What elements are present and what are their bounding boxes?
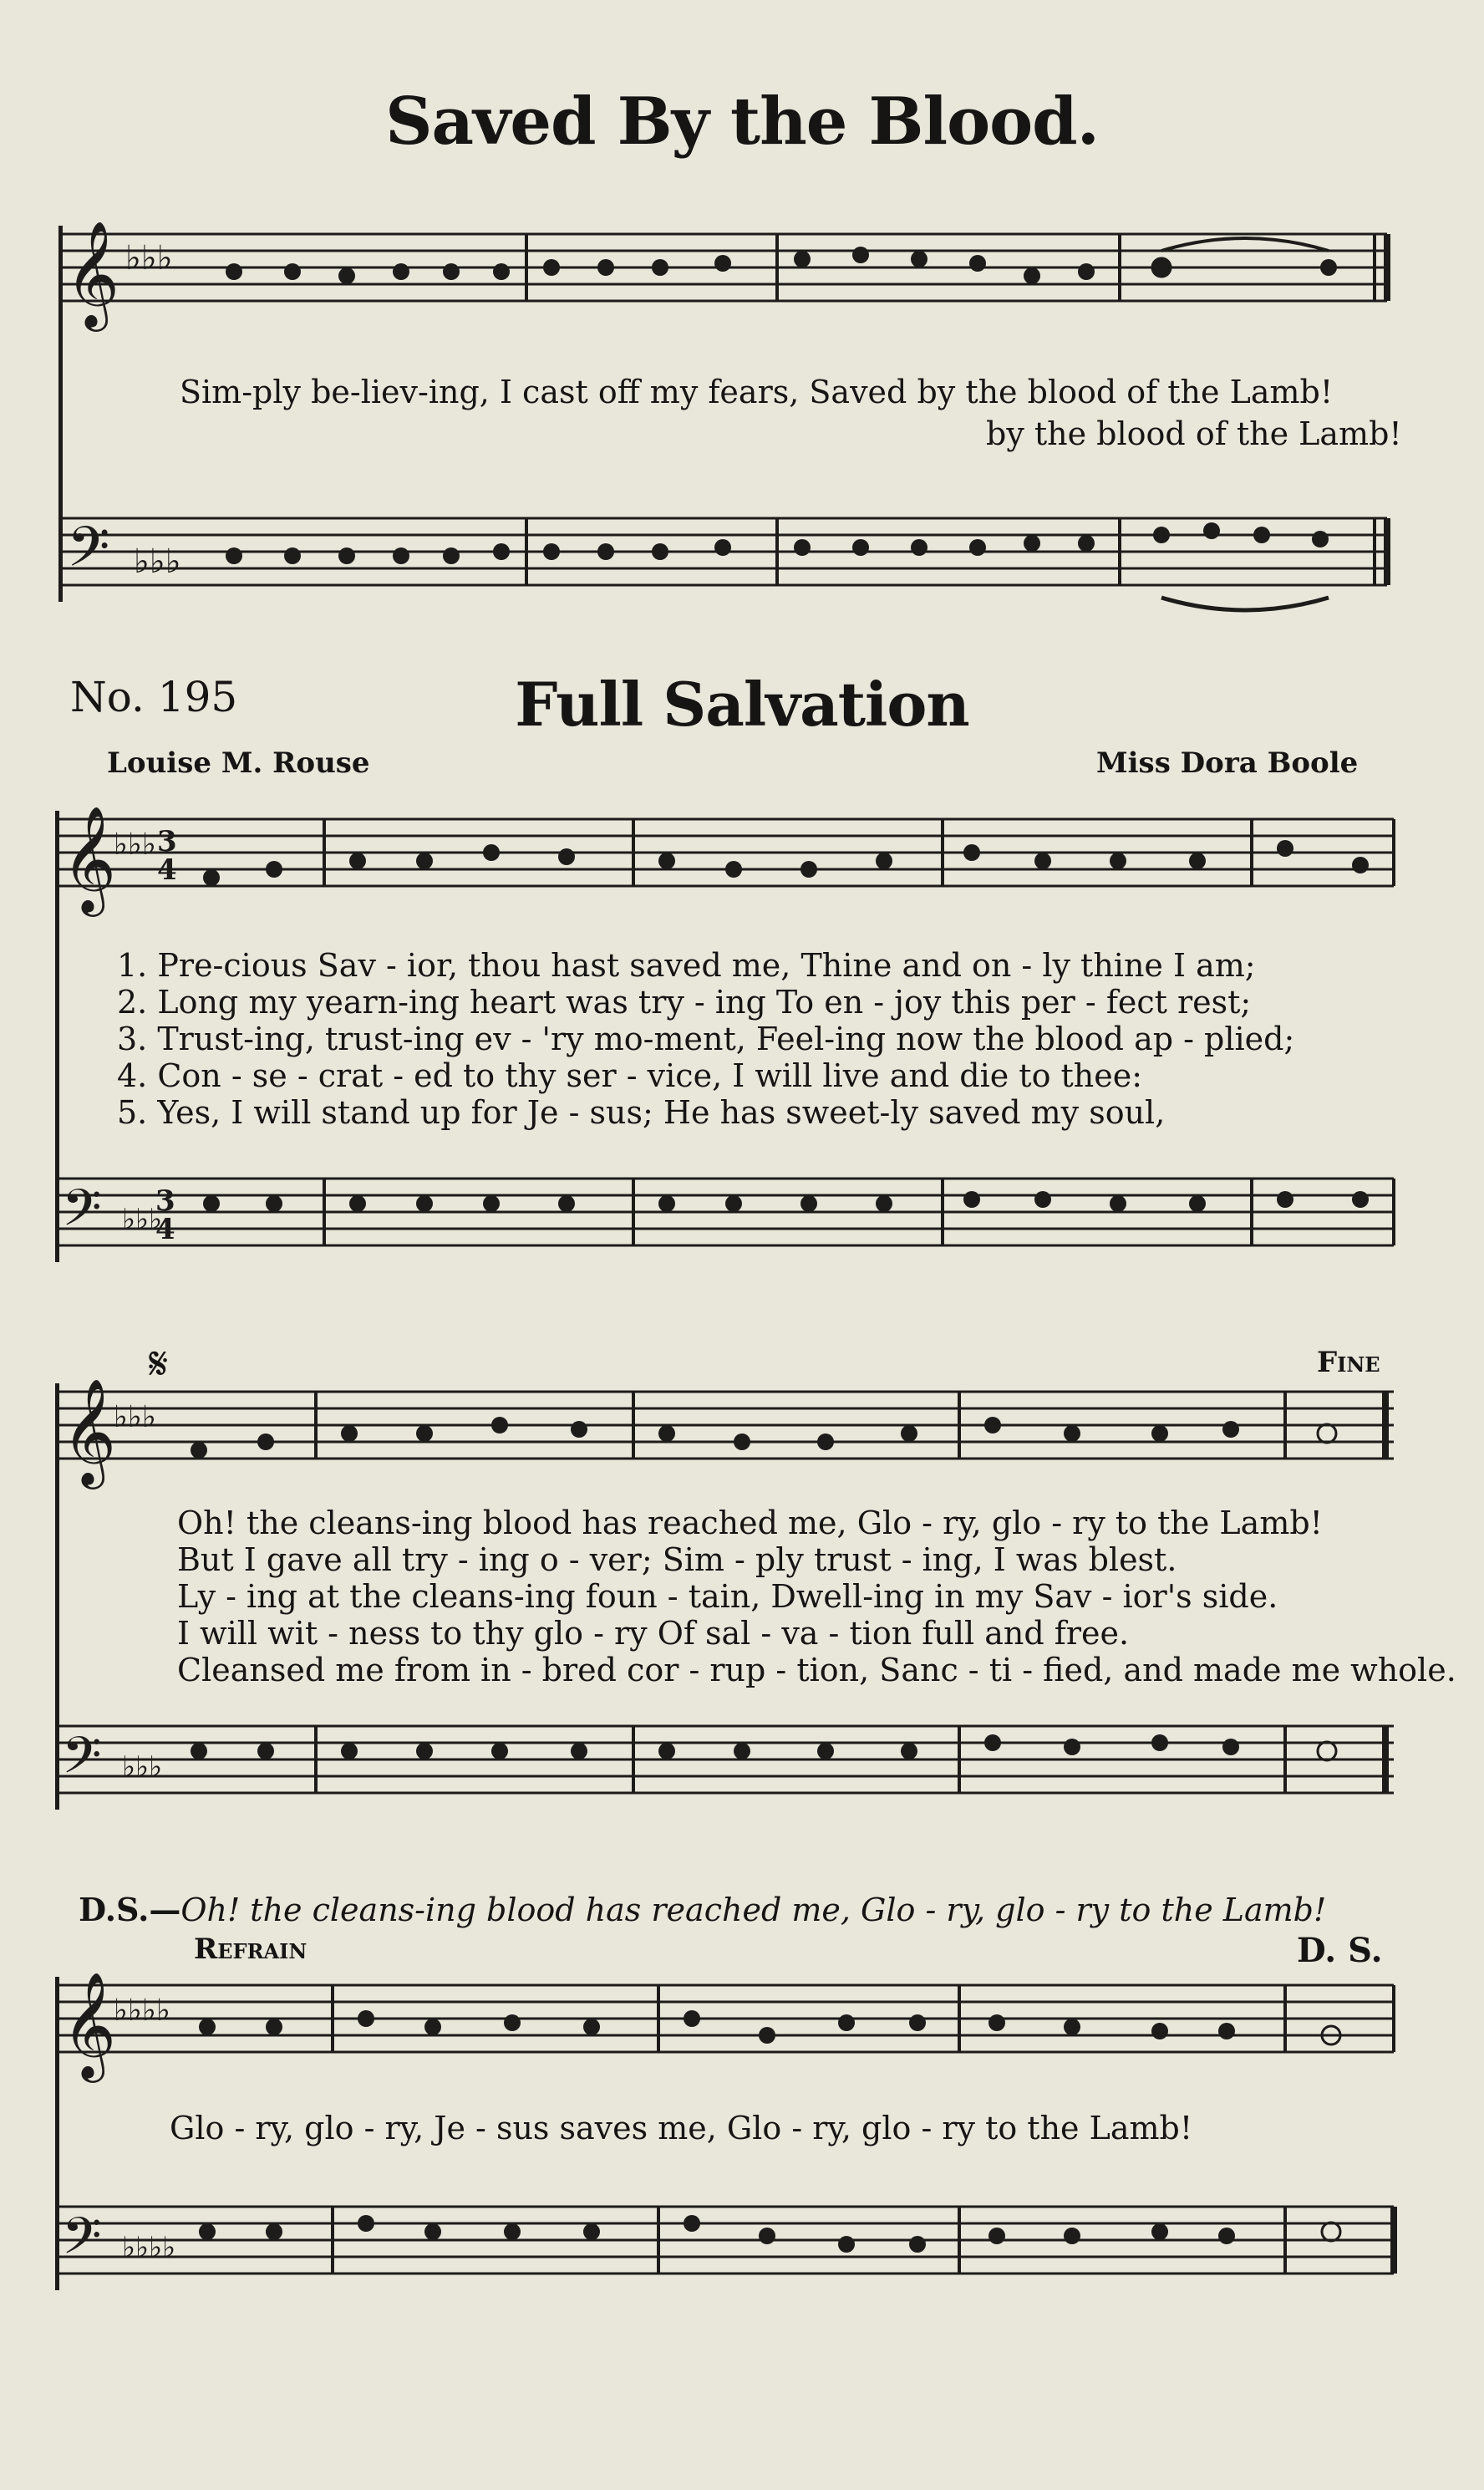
verse-3-line2: Ly - ing at the cleans-ing foun - tain, Dwell-ing in my Sav - ior's side. bbox=[177, 1578, 1278, 1615]
verse-5-line1: 5. Yes, I will stand up for Je - sus; He has sweet-ly saved my soul, bbox=[117, 1094, 1166, 1131]
verse-2-line1: 2. Long my yearn-ing heart was try - ing To en - joy this per - fect rest; bbox=[117, 984, 1252, 1021]
hymn2-title: Full Salvation bbox=[515, 669, 969, 740]
verse-1-line2: Oh! the cleans-ing blood has reached me, Glo - ry, glo - ry to the Lamb! bbox=[177, 1505, 1323, 1541]
system2-bracket bbox=[55, 1383, 59, 1810]
svg-text:♭♭♭: ♭♭♭ bbox=[125, 239, 173, 278]
refrain-bass-staff bbox=[57, 2198, 1402, 2290]
svg-text:3: 3 bbox=[157, 825, 177, 858]
svg-text:𝄞: 𝄞 bbox=[62, 1971, 117, 2078]
system2-bass-staff bbox=[57, 1718, 1402, 1810]
svg-text:♭♭♭: ♭♭♭ bbox=[114, 827, 156, 862]
segno-sign: 𝄋 bbox=[149, 1337, 169, 1390]
ds-prefix: D.S.— bbox=[79, 1891, 181, 1928]
verse-4-line2: I will wit - ness to thy glo - ry Of sal - va - tion full and free. bbox=[177, 1615, 1130, 1652]
hymn-number: No. 195 bbox=[70, 673, 238, 721]
system1-treble-staff bbox=[57, 805, 1402, 912]
hymn1-system-bracket bbox=[58, 226, 63, 602]
refrain-label: Refrain bbox=[194, 1932, 307, 1966]
hymn1-treble-staff bbox=[58, 220, 1395, 327]
author-right: Miss Dora Boole bbox=[1096, 746, 1359, 780]
verse-5-line2: Cleansed me from in - bred cor - rup - tion, Sanc - ti - fied, and made me whole. bbox=[177, 1652, 1456, 1688]
svg-text:4: 4 bbox=[157, 853, 177, 887]
system1-bass-staff bbox=[57, 1170, 1402, 1262]
refrain-treble-staff bbox=[57, 1971, 1402, 2078]
svg-text:𝄞: 𝄞 bbox=[62, 805, 117, 912]
svg-text:𝄢: 𝄢 bbox=[62, 1726, 102, 1798]
svg-text:3: 3 bbox=[155, 1184, 175, 1218]
svg-text:♭♭♭: ♭♭♭ bbox=[122, 1203, 163, 1236]
ds-mark: D. S. bbox=[1297, 1931, 1383, 1970]
verse-3-line1: 3. Trust-ing, trust-ing ev - 'ry mo-ment, Feel-ing now the blood ap - plied; bbox=[117, 1021, 1295, 1057]
ds-instruction bbox=[58, 1854, 1326, 1928]
system2-treble-staff bbox=[57, 1377, 1402, 1484]
svg-text:♭♭♭♭: ♭♭♭♭ bbox=[114, 1994, 170, 2028]
svg-text:♭♭♭: ♭♭♭ bbox=[134, 542, 181, 581]
svg-text:𝄢: 𝄢 bbox=[67, 515, 110, 593]
svg-text:♭♭♭♭: ♭♭♭♭ bbox=[122, 2231, 176, 2264]
hymn1-title: Saved By the Blood. bbox=[385, 84, 1099, 160]
svg-text:𝄢: 𝄢 bbox=[62, 2207, 102, 2279]
verse-1-line1: 1. Pre-cious Sav - ior, thou hast saved me, Thine and on - ly thine I am; bbox=[117, 947, 1256, 984]
refrain-lyric: Glo - ry, glo - ry, Je - sus saves me, Glo - ry, glo - ry to the Lamb! bbox=[170, 2110, 1193, 2146]
svg-text:♭♭♭: ♭♭♭ bbox=[122, 1750, 163, 1784]
verse-2-line2: But I gave all try - ing o - ver; Sim - ply trust - ing, I was blest. bbox=[177, 1541, 1177, 1578]
refrain-bracket bbox=[55, 1977, 59, 2290]
svg-text:𝄞: 𝄞 bbox=[65, 220, 120, 327]
verse-4-line1: 4. Con - se - crat - ed to thy ser - vice, I will live and die to thee: bbox=[117, 1057, 1143, 1094]
author-left: Louise M. Rouse bbox=[107, 746, 370, 780]
svg-text:𝄢: 𝄢 bbox=[62, 1179, 102, 1250]
hymn1-lyric-line1: Sim-ply be-liev-ing, I cast off my fears, Saved by the blood of the Lamb! bbox=[180, 374, 1334, 410]
hymn1-bass-staff bbox=[58, 510, 1395, 602]
svg-text:♭♭♭: ♭♭♭ bbox=[114, 1400, 156, 1434]
system1-bracket bbox=[55, 811, 59, 1262]
ds-text: Oh! the cleans-ing blood has reached me, Glo - ry, glo - ry to the Lamb! bbox=[180, 1892, 1327, 1928]
svg-text:4: 4 bbox=[155, 1213, 175, 1246]
hymn1-lyric-line2: by the blood of the Lamb! bbox=[986, 415, 1402, 452]
fine-mark: Fine bbox=[1317, 1346, 1380, 1379]
svg-text:𝄞: 𝄞 bbox=[62, 1377, 117, 1484]
